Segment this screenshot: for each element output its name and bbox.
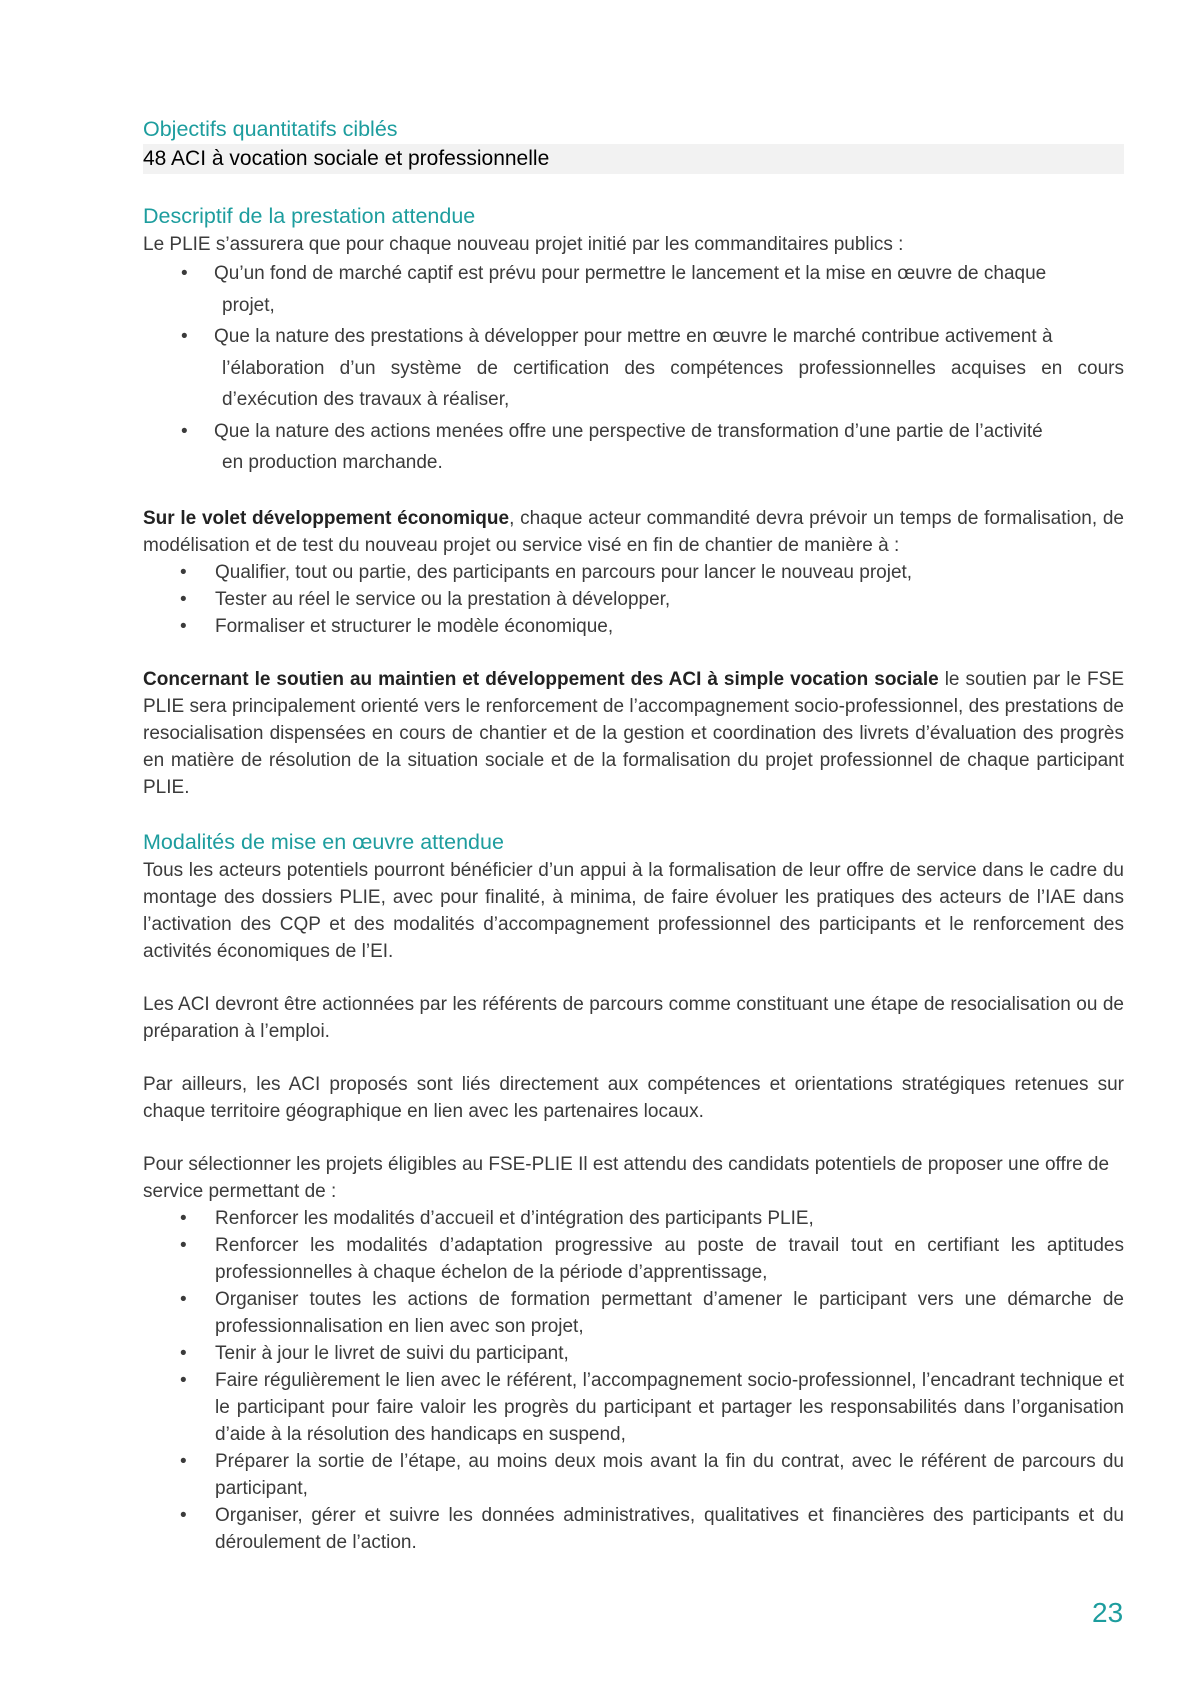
list-item-continuation: projet, bbox=[222, 294, 275, 316]
eco-bullet-list bbox=[143, 559, 1124, 640]
list-item-continuation: l’élaboration d’un système de certification des compétences professionnelles acquises en cours d’exécution des travaux à réaliser, bbox=[222, 357, 1124, 410]
list-item bbox=[143, 613, 1124, 640]
page-number: 23 bbox=[1092, 1597, 1124, 1628]
list-item-text: Renforcer les modalités d’accueil et d’intégration des participants PLIE, bbox=[215, 1207, 814, 1229]
bullet-icon: • bbox=[180, 615, 187, 637]
eco-text: , chaque acteur commandité devra prévoir un temps de formalisation, de modélisation et de test du nouveau projet ou service visé en fin de chantier de manière à : bbox=[143, 507, 1125, 556]
bullet-icon: • bbox=[180, 1450, 187, 1472]
bullet-icon: • bbox=[181, 263, 188, 284]
heading-modalites: Modalités de mise en œuvre attendue bbox=[143, 829, 504, 854]
bullet-icon: • bbox=[180, 1288, 187, 1310]
objectifs-shaded-line: 48 ACI à vocation sociale et professionnelle bbox=[143, 144, 1124, 174]
bullet-icon: • bbox=[180, 588, 187, 610]
modalites-para2: Les ACI devront être actionnées par les référents de parcours comme constituant une étape de resocialisation ou de préparation à l’emploi. bbox=[143, 993, 1124, 1042]
bullet-icon: • bbox=[180, 1504, 187, 1526]
list-item-text: Faire régulièrement le lien avec le référent, l’accompagnement socio-professionnel, l’encadrant technique et le participant pour faire valoir les progrès du participant et partager les responsabilités dans l’organisation d’aide à la résolution des handicaps en suspend, bbox=[215, 1369, 1124, 1445]
list-item bbox=[143, 586, 1124, 613]
modalites-para3: Par ailleurs, les ACI proposés sont liés directement aux compétences et orientations stratégiques retenues sur chaque territoire géographique en lien avec les partenaires locaux. bbox=[143, 1073, 1124, 1122]
list-item-text: Organiser, gérer et suivre les données administratives, qualitatives et financières des participants et du déroulement de l’action. bbox=[215, 1504, 1124, 1553]
list-item-text: Tester au réel le service ou la prestation à développer, bbox=[215, 588, 671, 610]
eco-paragraph bbox=[143, 505, 1124, 559]
modalites-para1: Tous les acteurs potentiels pourront bénéficier d’un appui à la formalisation de leur offre de service dans le cadre du montage des dossiers PLIE, avec pour finalité, à minima, de faire évoluer les pratiques des acteurs de l’IAE dans l’activation des CQP et des modalités d’accompagnement professionnel des participants et le renforcement des activités économiques de l’EI. bbox=[143, 859, 1124, 962]
modalites-bullet-list bbox=[143, 1205, 1124, 1556]
list-item bbox=[143, 1502, 1124, 1556]
list-item-text: Préparer la sortie de l’étape, au moins deux mois avant la fin du contrat, avec le référent de parcours du participant, bbox=[215, 1450, 1124, 1499]
descriptif-bullet-list bbox=[143, 258, 1124, 479]
modalites-para4: Pour sélectionner les projets éligibles au FSE-PLIE Il est attendu des candidats potentiels de proposer une offre de service permettant de : bbox=[143, 1153, 1110, 1202]
soutien-text: le soutien par le FSE PLIE sera principalement orienté vers le renforcement de l’accompagnement socio-professionnel, des prestations de resocialisation dispensées en cours de chantier et de la gestion et coordination des livrets d’évaluation des progrès en matière de résolution de la situation sociale et de la formalisation du projet professionnel de chaque participant PLIE. bbox=[143, 668, 1124, 798]
list-item bbox=[143, 1286, 1124, 1340]
descriptif-intro: Le PLIE s’assurera que pour chaque nouveau projet initié par les commanditaires publics : bbox=[143, 234, 904, 255]
list-item-text: Qu’un fond de marché captif est prévu pour permettre le lancement et la mise en œuvre de chaque bbox=[214, 263, 1047, 284]
list-item bbox=[143, 1340, 1124, 1367]
heading-descriptif: Descriptif de la prestation attendue bbox=[143, 204, 476, 228]
heading-objectifs: Objectifs quantitatifs ciblés bbox=[143, 117, 398, 141]
bullet-icon: • bbox=[180, 1234, 187, 1256]
list-item-text: Renforcer les modalités d’adaptation progressive au poste de travail tout en certifiant les aptitudes professionnelles à chaque échelon de la période d’apprentissage, bbox=[215, 1234, 1124, 1283]
list-item bbox=[143, 321, 1124, 416]
bullet-icon: • bbox=[180, 1342, 187, 1364]
soutien-paragraph bbox=[143, 666, 1124, 801]
list-item bbox=[143, 559, 1124, 586]
list-item-text: Que la nature des prestations à développer pour mettre en œuvre le marché contribue activement à bbox=[214, 326, 1053, 347]
list-item bbox=[143, 1448, 1124, 1502]
bullet-icon: • bbox=[181, 420, 188, 442]
list-item-text: Organiser toutes les actions de formation permettant d’amener le participant vers une démarche de professionnalisation en lien avec son projet, bbox=[215, 1288, 1124, 1337]
bullet-icon: • bbox=[181, 326, 188, 347]
list-item-text: Formaliser et structurer le modèle économique, bbox=[215, 615, 614, 637]
list-item-text: Que la nature des actions menées offre une perspective de transformation d’une partie de l’activité bbox=[214, 420, 1043, 442]
bullet-icon: • bbox=[180, 561, 187, 583]
list-item bbox=[143, 258, 1124, 321]
soutien-bold-lead: Concernant le soutien au maintien et développement des ACI à simple vocation sociale bbox=[143, 668, 939, 690]
document-page bbox=[143, 114, 1124, 1556]
list-item bbox=[143, 1205, 1124, 1232]
list-item-text: Qualifier, tout ou partie, des participants en parcours pour lancer le nouveau projet, bbox=[215, 561, 913, 583]
list-item bbox=[143, 1232, 1124, 1286]
list-item bbox=[143, 1367, 1124, 1448]
list-item-text: Tenir à jour le livret de suivi du participant, bbox=[215, 1342, 569, 1364]
list-item-continuation: en production marchande. bbox=[222, 452, 443, 473]
bullet-icon: • bbox=[180, 1369, 187, 1391]
eco-bold-lead: Sur le volet développement économique bbox=[143, 507, 510, 529]
list-item bbox=[143, 416, 1124, 479]
bullet-icon: • bbox=[180, 1207, 187, 1229]
